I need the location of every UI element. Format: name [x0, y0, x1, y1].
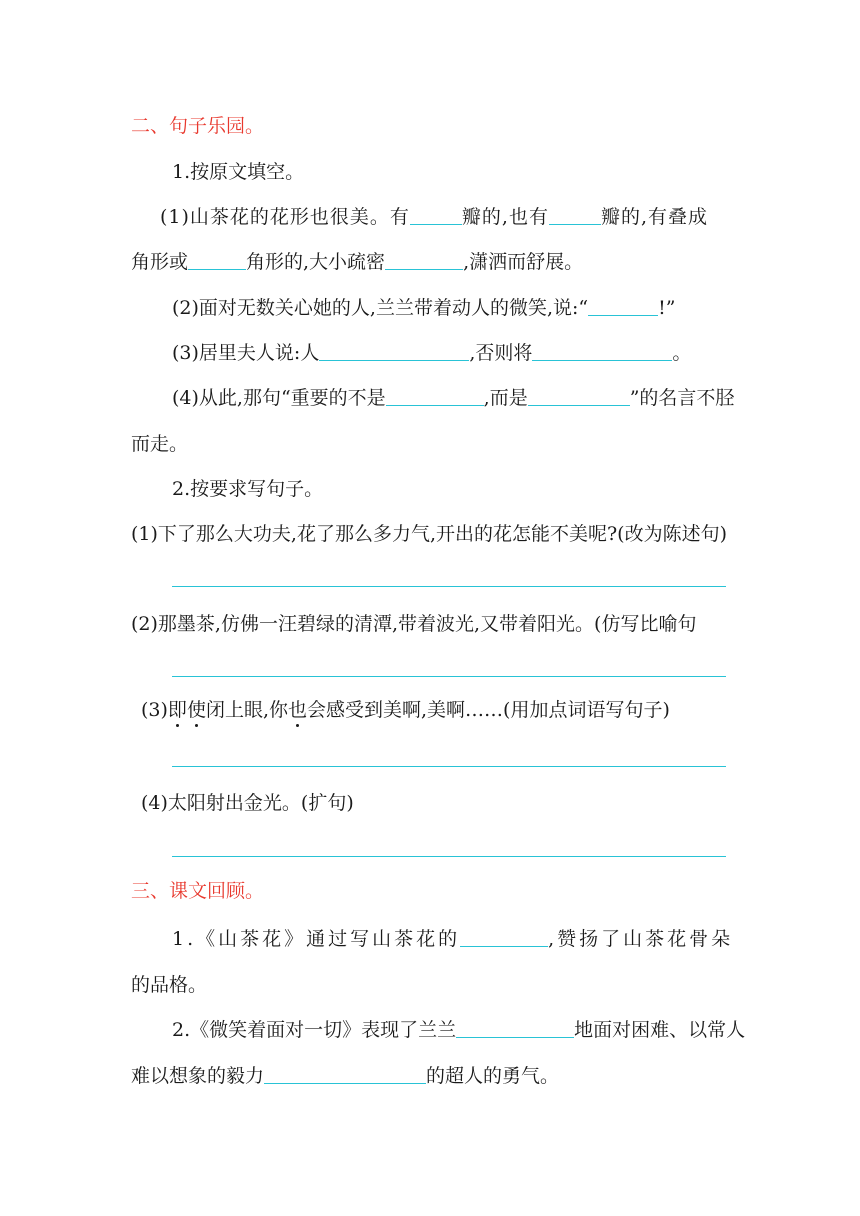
emphasis-char: 使	[186, 699, 206, 721]
review-item-1-line-2: 的品格。	[131, 974, 208, 996]
sentence-task-3	[141, 698, 670, 722]
text: 角形或	[131, 251, 189, 273]
answer-blank[interactable]	[385, 251, 463, 270]
fill-item-4-line-1	[172, 386, 734, 410]
review-item-1-line-1	[172, 927, 733, 951]
answer-line[interactable]	[172, 766, 726, 767]
fill-item-1-line-2	[131, 250, 583, 274]
text: ,而是	[483, 387, 528, 409]
text: (2)面对无数关心她的人,兰兰带着动人的微笑,说:“	[172, 297, 589, 319]
answer-blank[interactable]	[456, 1019, 574, 1038]
review-item-2-line-2	[131, 1064, 559, 1088]
answer-blank[interactable]	[319, 342, 469, 361]
text: 。	[672, 342, 692, 364]
text: ”的名言不胫	[629, 387, 735, 409]
text: (1)山茶花的花形也很美。有	[160, 206, 410, 228]
text: !”	[658, 297, 676, 319]
text: 闭上眼,你	[205, 699, 288, 721]
text: 地面对困难、以常人	[574, 1019, 746, 1041]
text: (3)居里夫人说:人	[172, 342, 320, 364]
section-title: 三、课文回顾。	[131, 880, 265, 902]
text: 难以想象的毅力	[131, 1065, 265, 1087]
answer-blank[interactable]	[264, 1065, 426, 1084]
text: 瓣的,有叠成	[600, 206, 709, 228]
text: 2.《微笑着面对一切》表现了兰兰	[172, 1019, 457, 1041]
text: 的超人的勇气。	[426, 1065, 560, 1087]
question-heading: 1.按原文填空。	[172, 161, 305, 183]
text: 1.《山茶花》通过写山茶花的	[172, 928, 461, 950]
text: ,潇洒而舒展。	[463, 251, 584, 273]
text: (3)	[141, 699, 168, 721]
sentence-task-4: (4)太阳射出金光。(扩句)	[141, 792, 354, 814]
fill-item-4-line-2: 而走。	[131, 433, 189, 455]
text: 角形的,大小疏密	[246, 251, 386, 273]
answer-blank[interactable]	[410, 206, 462, 225]
text: (4)从此,那句“重要的不是	[172, 387, 386, 409]
answer-blank[interactable]	[528, 387, 630, 406]
answer-line[interactable]	[172, 676, 726, 677]
answer-blank[interactable]	[188, 251, 246, 270]
answer-blank[interactable]	[386, 387, 484, 406]
answer-line[interactable]	[172, 856, 726, 857]
question-heading: 2.按要求写句子。	[172, 478, 324, 500]
answer-blank[interactable]	[549, 206, 601, 225]
answer-line[interactable]	[172, 586, 726, 587]
text: ,否则将	[469, 342, 533, 364]
fill-item-1-line-1	[160, 205, 708, 229]
review-item-2-line-1	[172, 1018, 745, 1042]
answer-blank[interactable]	[460, 928, 548, 947]
sentence-task-2: (2)那墨茶,仿佛一汪碧绿的清潭,带着波光,又带着阳光。(仿写比喻句	[131, 613, 697, 635]
emphasis-char: 即	[167, 699, 187, 721]
emphasis-char: 也	[288, 699, 308, 721]
section-title: 二、句子乐园。	[131, 115, 265, 137]
fill-item-3	[172, 341, 691, 365]
sentence-task-1: (1)下了那么大功夫,花了那么多力气,开出的花怎能不美呢?(改为陈述句)	[131, 523, 728, 545]
answer-blank[interactable]	[532, 342, 672, 361]
answer-blank[interactable]	[588, 297, 658, 316]
fill-item-2	[172, 296, 675, 320]
text: 会感受到美啊,美啊……(用加点词语写句子)	[307, 699, 670, 721]
text: ,赞扬了山茶花骨朵	[548, 928, 734, 950]
text: 瓣的,也有	[461, 206, 549, 228]
